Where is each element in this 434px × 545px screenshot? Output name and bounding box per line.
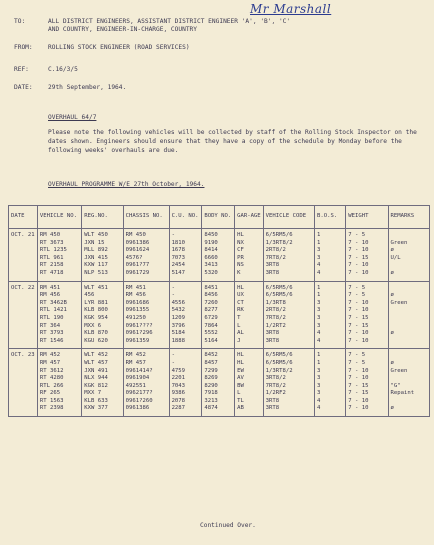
cell-line: RT 4718 — [39, 269, 64, 276]
column-header: CHASSIS NO. — [123, 206, 169, 229]
cell-line: RTL 961 — [39, 254, 64, 261]
cell-line — [391, 307, 427, 315]
table-cell — [388, 349, 429, 417]
cell-line: 2RT8/2 — [265, 247, 286, 254]
table-cell — [315, 349, 346, 417]
cell-line: L — [237, 322, 241, 329]
cell-line: NLX 944 — [84, 375, 108, 382]
cell-line: Repaint — [390, 390, 415, 397]
column-header: WEIGHT — [346, 206, 388, 229]
cell-line: 3RT8 — [265, 330, 280, 337]
cell-line: 8457 — [204, 359, 218, 366]
date-cell: OCT. 21 — [9, 229, 38, 282]
table-cell — [202, 281, 235, 349]
cell-line: 7RT8/2 — [265, 254, 286, 261]
cell-line: RM 457 — [125, 359, 146, 366]
cell-line: 7RT8/2 — [265, 314, 286, 321]
cell-line: 0961686 — [125, 299, 150, 306]
cell-line: RM 456 — [125, 292, 146, 299]
table-cell — [82, 281, 123, 349]
cell-line: U/L — [390, 254, 401, 261]
cell-line: 1810 — [171, 239, 186, 246]
cell-line: 7299 — [204, 367, 218, 374]
cell-line: MXX 7 — [84, 390, 102, 397]
cell-line: 9386 — [171, 390, 186, 397]
cell-line: 1888 — [171, 337, 186, 344]
cell-line: RT 2398 — [39, 405, 64, 412]
cell-line: 7 - 5 — [348, 359, 366, 366]
cell-line: 5432 — [171, 307, 186, 314]
table-cell — [169, 229, 202, 282]
cell-line: WLT 457 — [84, 359, 108, 366]
cell-line: 7 - 10 — [348, 239, 369, 246]
cell-line: KXW 117 — [84, 262, 108, 269]
cell-line: RM 452 — [125, 352, 146, 359]
column-header: GAR-AGE — [235, 206, 264, 229]
table-cell — [346, 281, 388, 349]
cell-line: KGK 954 — [84, 314, 108, 321]
cell-line: 2454 — [171, 262, 186, 269]
cell-line: 1/3RT8 — [265, 299, 286, 306]
cell-line: 5147 — [171, 269, 186, 276]
cell-line: 3796 — [171, 322, 186, 329]
cell-line: 8269 — [204, 375, 218, 382]
cell-line: RT 3612 — [39, 367, 64, 374]
cell-line: RF 265 — [39, 390, 61, 397]
cell-line: CF — [237, 247, 244, 254]
cell-line: 4 — [317, 337, 321, 344]
cell-line: - — [171, 359, 175, 366]
column-header: DATE — [9, 206, 38, 229]
cell-line — [391, 398, 427, 406]
cell-line: 1678 — [171, 247, 186, 254]
cell-line — [391, 352, 427, 360]
table-cell — [37, 229, 81, 282]
cell-line: RM 451 — [125, 284, 146, 291]
cell-line: 4 — [317, 397, 321, 404]
cell-line: 8277 — [204, 307, 218, 314]
table-cell — [263, 349, 314, 417]
cell-line: EW — [237, 367, 244, 374]
handwritten-annotation: Mr Marshall — [250, 2, 332, 16]
cell-line: 7 - 5 — [348, 292, 366, 299]
programme-title: OVERHAUL PROGRAMME W/E 27th October, 1964. — [48, 181, 205, 188]
cell-line: 3 — [317, 367, 321, 374]
cell-line: LYR 881 — [84, 299, 108, 306]
cell-line: 1209 — [171, 314, 186, 321]
table-cell — [388, 229, 429, 282]
cell-line: 3 — [317, 254, 321, 261]
cell-line: 7 - 5 — [348, 352, 366, 359]
cell-line: 7 - 15 — [348, 382, 369, 389]
cell-line: HL — [237, 284, 244, 291]
table-row — [9, 229, 430, 282]
cell-line: 7073 — [171, 254, 186, 261]
cell-line: KLB 633 — [84, 397, 108, 404]
cell-line: RT 1546 — [39, 337, 64, 344]
table-cell — [123, 229, 169, 282]
cell-line: ø — [390, 247, 394, 254]
table-cell — [346, 349, 388, 417]
cell-line: 8452 — [204, 352, 218, 359]
cell-line: 7864 — [204, 322, 218, 329]
cell-line: WLT 450 — [84, 232, 108, 238]
cell-line: 3213 — [204, 397, 218, 404]
cell-line: 1 — [317, 284, 321, 291]
overhaul-table — [8, 205, 430, 417]
cell-line: RT 2158 — [39, 262, 64, 269]
cell-line: 5320 — [204, 269, 218, 276]
cell-line: 2078 — [171, 397, 186, 404]
table-row — [9, 281, 430, 349]
cell-line: 6/5RM5/6 — [265, 232, 293, 238]
date-cell: OCT. 22 — [9, 281, 38, 349]
cell-line: 7 - 5 — [348, 232, 366, 238]
cell-line: 7043 — [171, 382, 186, 389]
cell-line: RT 1563 — [39, 397, 64, 404]
cell-line: 6/5RM5/6 — [265, 284, 293, 291]
cell-line: 2287 — [171, 405, 186, 412]
cell-line: 7 - 10 — [348, 330, 369, 337]
cell-line: KLB 800 — [84, 307, 108, 314]
cell-line: KGK 812 — [84, 382, 108, 389]
cell-line: 4 — [317, 405, 321, 412]
cell-line: ø — [390, 330, 394, 337]
cell-line: 7 - 15 — [348, 322, 369, 329]
cell-line: 0961386 — [125, 239, 150, 246]
table-cell — [263, 281, 314, 349]
cell-line: 0961624 — [125, 247, 150, 254]
cell-line: 3 — [317, 299, 321, 306]
table-cell — [346, 229, 388, 282]
cell-line: 4874 — [204, 405, 218, 412]
table-cell — [315, 281, 346, 349]
cell-line: 6/5RM5/6 — [265, 352, 293, 359]
column-header: VEHICLE CODE — [263, 206, 314, 229]
cell-line: AV — [237, 375, 244, 382]
cell-line: RM 451 — [39, 284, 61, 291]
cell-line: 7 - 10 — [348, 397, 369, 404]
cell-line: "G" — [390, 382, 401, 389]
cell-line: 0961386 — [125, 405, 150, 412]
cell-line: 8456 — [204, 292, 218, 299]
cell-line: 3 — [317, 390, 321, 397]
cell-line: RTL 1421 — [39, 307, 67, 314]
cell-line: 4 — [317, 262, 321, 269]
date-line: DATE: 29th September, 1964. — [14, 84, 127, 91]
cell-line: 7 - 15 — [348, 390, 369, 397]
cell-line: 0961359 — [125, 337, 150, 344]
table-cell — [235, 349, 264, 417]
cell-line: 3RT8 — [265, 397, 280, 404]
table-cell — [82, 349, 123, 417]
cell-line: PR — [237, 254, 244, 261]
cell-line: 0961?296 — [125, 330, 153, 337]
cell-line: 456 — [84, 292, 95, 299]
cell-line: 0961???? — [125, 322, 153, 329]
cell-line: RM 450 — [125, 232, 146, 238]
date-cell: OCT. 23 — [9, 349, 38, 417]
cell-line: 1 — [317, 359, 321, 366]
cell-line: 6729 — [204, 314, 218, 321]
table-cell — [123, 281, 169, 349]
cell-line: 7260 — [204, 299, 218, 306]
cell-line: 6660 — [204, 254, 218, 261]
cell-line: 2201 — [171, 375, 186, 382]
cell-line: JXN 15 — [84, 239, 105, 246]
cell-line: 8414 — [204, 247, 218, 254]
cell-line: J — [237, 337, 241, 344]
cell-line: 3 — [317, 247, 321, 254]
cell-line: RM 450 — [39, 232, 61, 238]
cell-line: BW — [237, 382, 244, 389]
cell-line: RTL 266 — [39, 382, 64, 389]
table-cell — [37, 349, 81, 417]
cell-line: 5552 — [204, 330, 218, 337]
cell-line: - — [171, 352, 175, 359]
cell-line: K — [237, 269, 241, 276]
cell-line: KLB 870 — [84, 330, 108, 337]
table-cell — [82, 229, 123, 282]
cell-line: RT 4280 — [39, 375, 64, 382]
cell-line: NX — [237, 239, 244, 246]
cell-line: 0961729 — [125, 269, 150, 276]
cell-line: RT 364 — [39, 322, 61, 329]
cell-line: 4759 — [171, 367, 186, 374]
cell-line: AL — [237, 330, 244, 337]
cell-line: HL — [237, 359, 244, 366]
cell-line: RM 452 — [39, 352, 61, 359]
to-line-1: ALL DISTRICT ENGINEERS, ASSISTANT DISTRICT ENGINEER 'A', 'B', 'C' — [48, 18, 291, 25]
cell-line: 1/2RF2 — [265, 390, 286, 397]
cell-line: RT 3462B — [39, 299, 67, 306]
cell-line: WLT 451 — [84, 284, 108, 291]
cell-line: 3RT8 — [265, 337, 280, 344]
cell-line: 7 - 10 — [348, 299, 369, 306]
cell-line: 492551 — [125, 382, 146, 389]
cell-line: 3RT8/2 — [265, 375, 286, 382]
column-header: REG.NO. — [82, 206, 123, 229]
cell-line: 1 — [317, 239, 321, 246]
cell-line: HL — [237, 352, 244, 359]
table-cell — [235, 281, 264, 349]
cell-line: 4 — [317, 269, 321, 276]
cell-line: 5164 — [204, 337, 218, 344]
continued-note: Continued Over. — [200, 522, 256, 529]
cell-line: 6/5RM5/6 — [265, 359, 293, 366]
cell-line: TL — [237, 397, 244, 404]
cell-line: 3RT8 — [265, 269, 280, 276]
cell-line: JXN 491 — [84, 367, 108, 374]
table-cell — [169, 281, 202, 349]
cell-line: 4556 — [171, 299, 186, 306]
cell-line: 7 - 10 — [348, 337, 369, 344]
memo-paragraph: Please note the following vehicles will be collected by staff of the Rolling Stock Inspector on the dates shown. Engineers should ensure that they have a copy of the schedule by Monday before the following weeks' overhauls are due. — [48, 129, 417, 154]
cell-line: - — [171, 232, 175, 238]
ref-line: REF: C.16/3/5 — [14, 66, 78, 73]
cell-line: 1 — [317, 352, 321, 359]
table-cell — [235, 229, 264, 282]
cell-line: 5184 — [171, 330, 186, 337]
cell-line: L — [237, 390, 241, 397]
cell-line: 0961?77 — [125, 262, 150, 269]
cell-line: 1 — [317, 232, 321, 238]
to-line-2: AND COUNTRY, ENGINEER-IN-CHARGE, COUNTRY — [48, 26, 198, 33]
cell-line: 491250 — [125, 314, 146, 321]
cell-line: 7 - 5 — [348, 284, 366, 291]
cell-line: 0961?260 — [125, 397, 153, 404]
table-cell — [263, 229, 314, 282]
cell-line: KGU 620 — [84, 337, 108, 344]
cell-line: Green — [390, 299, 408, 306]
cell-line: NS — [237, 262, 244, 269]
cell-line: 4 — [317, 330, 321, 337]
cell-line: MLL 892 — [84, 247, 108, 254]
cell-line: 9190 — [204, 239, 218, 246]
cell-line: 7 - 10 — [348, 247, 369, 254]
table-body — [9, 229, 430, 417]
cell-line: 1/3RT8/2 — [265, 367, 293, 374]
cell-line: ø — [390, 405, 394, 412]
cell-line — [391, 232, 427, 240]
cell-line: 8290 — [204, 382, 218, 389]
cell-line: WLT 452 — [84, 352, 108, 359]
cell-line: 0961355 — [125, 307, 150, 314]
cell-line: CT — [237, 299, 244, 306]
cell-line: RM 457 — [39, 359, 61, 366]
cell-line: Green — [390, 367, 408, 374]
table-cell — [123, 349, 169, 417]
cell-line: - — [171, 284, 175, 291]
cell-line: 1/3RT8/2 — [265, 239, 293, 246]
to-line: TO: ALL DISTRICT ENGINEERS, ASSISTANT DISTRICT ENGINEER 'A', 'B', 'C' AND COUNTRY, ENGINEER-IN-CHARGE, COUNTRY — [14, 18, 291, 33]
cell-line: 8450 — [204, 232, 218, 238]
cell-line — [391, 315, 427, 323]
column-header: REMARKS — [388, 206, 429, 229]
cell-line: 3RT8 — [265, 405, 280, 412]
table-cell — [388, 281, 429, 349]
cell-line — [391, 285, 427, 293]
cell-line: - — [171, 292, 175, 299]
table-cell — [169, 349, 202, 417]
cell-line — [391, 262, 427, 270]
cell-line: 2RT8/2 — [265, 307, 286, 314]
table-cell — [202, 229, 235, 282]
cell-line: 7 - 10 — [348, 405, 369, 412]
cell-line: 7 - 10 — [348, 269, 369, 276]
cell-line: RM 456 — [39, 292, 61, 299]
cell-line: 3 — [317, 382, 321, 389]
cell-line: RTL 190 — [39, 314, 64, 321]
cell-line: 7 - 10 — [348, 375, 369, 382]
table-cell — [202, 349, 235, 417]
cell-line: UX — [237, 292, 244, 299]
cell-line: 4576? — [125, 254, 143, 261]
cell-line: 3 — [317, 314, 321, 321]
cell-line: 1/2RT2 — [265, 322, 286, 329]
cell-line: 1 — [317, 292, 321, 299]
cell-line: 3 — [317, 375, 321, 382]
cell-line: 7918 — [204, 390, 218, 397]
cell-line: AB — [237, 405, 244, 412]
cell-line: JXN 415 — [84, 254, 108, 261]
column-header: VEHICLE NO. — [37, 206, 81, 229]
cell-line: RTL 1235 — [39, 247, 67, 254]
cell-line: RK — [237, 307, 244, 314]
table-row — [9, 349, 430, 417]
cell-line: 3 — [317, 322, 321, 329]
cell-line: NLP 513 — [84, 269, 108, 276]
cell-line: RT 3673 — [39, 239, 64, 246]
table-cell — [315, 229, 346, 282]
cell-line: HL — [237, 232, 244, 238]
cell-line: 3 — [317, 307, 321, 314]
column-header: C.U. NO. — [169, 206, 202, 229]
cell-line: 6/5RM5/6 — [265, 292, 293, 299]
cell-line: 7 - 10 — [348, 307, 369, 314]
cell-line — [391, 338, 427, 346]
cell-line: 8451 — [204, 284, 218, 291]
cell-line: 7 - 15 — [348, 254, 369, 261]
cell-line: 7 - 10 — [348, 262, 369, 269]
cell-line: 3413 — [204, 262, 218, 269]
cell-line: 7 - 15 — [348, 314, 369, 321]
cell-line: 0962177? — [125, 390, 153, 397]
cell-line: ø — [390, 269, 394, 276]
column-header: B.O.S. — [315, 206, 346, 229]
table-cell — [37, 281, 81, 349]
cell-line: ø — [390, 292, 394, 299]
cell-line — [391, 375, 427, 383]
column-header: BODY NO. — [202, 206, 235, 229]
table-header-row — [9, 206, 430, 229]
cell-line: KXW 377 — [84, 405, 108, 412]
cell-line: 7RT8/2 — [265, 382, 286, 389]
cell-line: 0961904 — [125, 375, 150, 382]
cell-line: MXX 6 — [84, 322, 102, 329]
cell-line — [391, 323, 427, 331]
from-line: FROM: ROLLING STOCK ENGINEER (ROAD SERVICES) — [14, 44, 190, 51]
cell-line: 0961414? — [125, 367, 153, 374]
memo-subject: OVERHAUL 64/7 — [48, 114, 97, 121]
cell-line: 3RT8 — [265, 262, 280, 269]
cell-line: 7 - 10 — [348, 367, 369, 374]
cell-line: ø — [390, 359, 394, 366]
cell-line: RT 3793 — [39, 330, 64, 337]
cell-line: Green — [390, 239, 408, 246]
cell-line: T — [237, 314, 241, 321]
